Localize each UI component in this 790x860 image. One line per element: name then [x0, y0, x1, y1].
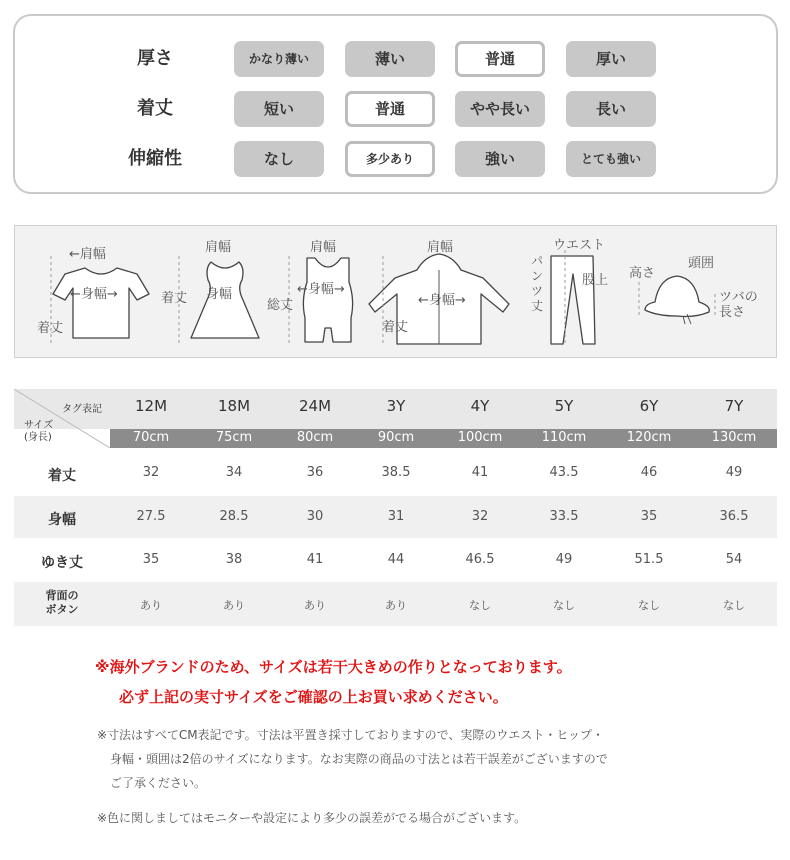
label-pants-rise: 股上 [582, 273, 609, 288]
label-shirt-body: ←身幅→ [70, 287, 118, 302]
height-header: 110cm [541, 430, 587, 445]
table-cell: 38.5 [381, 465, 411, 480]
chip-option-selected: 多少あり [345, 141, 435, 177]
table-cell: 35 [142, 552, 160, 567]
label-shirt-shoulder: ←肩幅 [69, 247, 106, 262]
table-cell: 36.5 [719, 509, 749, 524]
chip-option: 短い [234, 91, 324, 127]
label-hat-height: 高さ [629, 266, 656, 281]
row-label: 着丈 [48, 468, 76, 484]
height-header: 130cm [711, 430, 757, 445]
hat-icon [645, 276, 709, 317]
table-cell: 34 [225, 465, 243, 480]
table-cell: あり [140, 599, 162, 612]
corner-size-line1: サイズ [24, 420, 54, 431]
size-header: 4Y [470, 397, 490, 415]
height-header: 70cm [132, 430, 170, 445]
measurement-note-line2: 身幅・頭囲は2倍のサイズになります。なお実際の商品の寸法とは若干誤差がございますので [110, 752, 608, 766]
table-cell: 46 [640, 465, 658, 480]
size-header: 12M [134, 397, 168, 415]
label-romper-total: 総丈 [267, 298, 294, 313]
row-label-line2: ボタン [45, 603, 79, 616]
table-cell: あり [385, 599, 407, 612]
table-cell: 44 [387, 552, 405, 567]
table-cell: なし [553, 599, 575, 612]
table-cell: なし [469, 599, 491, 612]
measurement-note-line1: ※寸法はすべてCM表記です。寸法は平置き採寸しておりますので、実際のウエスト・ヒップ・ [97, 728, 604, 742]
row-label-line1: 背面の [45, 589, 79, 602]
chip-option: 強い [455, 141, 545, 177]
table-cell: 49 [725, 465, 743, 480]
size-header: 24M [298, 397, 332, 415]
table-cell: 43.5 [549, 465, 579, 480]
label-dress-length: 着丈 [161, 291, 188, 306]
table-cell: 38 [225, 552, 243, 567]
label-romper-shoulder: 肩幅 [310, 240, 337, 255]
row-label: ゆき丈 [41, 555, 83, 571]
chip-option: なし [234, 141, 324, 177]
table-cell: あり [223, 599, 245, 612]
size-header: 5Y [554, 397, 574, 415]
table-cell: 27.5 [136, 509, 166, 524]
size-warning-line2: 必ず上記の実寸サイズをご確認の上お買い求めください。 [119, 688, 508, 706]
table-cell: 33.5 [549, 509, 579, 524]
table-row [14, 582, 777, 626]
attr-row-stretch [15, 139, 776, 179]
table-cell: 46.5 [465, 552, 495, 567]
height-header: 90cm [377, 430, 415, 445]
table-row [14, 496, 777, 538]
color-note: ※色に関しましてはモニターや設定により多少の誤差がでる場合がございます。 [97, 811, 527, 825]
label-hat-brim: ツバの長さ [719, 290, 758, 320]
label-romper-body: ←身幅→ [297, 282, 345, 297]
label-hoodie-body: ←身幅→ [418, 293, 466, 308]
table-cell: 54 [725, 552, 743, 567]
label-hoodie-shoulder: 肩幅 [427, 240, 454, 255]
table-row [14, 452, 777, 494]
corner-size-label [24, 420, 53, 444]
attribute-panel [13, 14, 778, 194]
table-cell: 51.5 [634, 552, 664, 567]
label-dress-body: 身幅 [206, 287, 233, 302]
romper-icon [303, 258, 352, 342]
table-cell: あり [304, 599, 326, 612]
attr-label: 着丈 [137, 98, 173, 119]
table-cell: 36 [306, 465, 324, 480]
label-hat-head: 頭囲 [688, 256, 715, 271]
corner-size-line2: (身長) [24, 432, 52, 443]
row-label [14, 589, 110, 617]
chip-option-selected: 普通 [455, 41, 545, 77]
size-header: 18M [217, 397, 251, 415]
corner-tag-label: タグ表記 [62, 404, 102, 415]
height-header: 75cm [215, 430, 253, 445]
attr-row-thickness [15, 39, 776, 79]
chip-option: かなり薄い [234, 41, 324, 77]
table-cell: 30 [306, 509, 324, 524]
height-header: 80cm [296, 430, 334, 445]
label-dress-shoulder: 肩幅 [205, 240, 232, 255]
chip-option: とても強い [566, 141, 656, 177]
measurement-diagram [14, 225, 777, 358]
table-cell: 41 [306, 552, 324, 567]
label-hoodie-length: 着丈 [382, 320, 409, 335]
size-warning-line1: ※海外ブランドのため、サイズは若干大きめの作りとなっております。 [95, 658, 572, 676]
height-header: 100cm [457, 430, 503, 445]
table-cell: 41 [471, 465, 489, 480]
label-shirt-length: 着丈 [37, 321, 64, 336]
chip-option: 長い [566, 91, 656, 127]
table-cell: なし [638, 599, 660, 612]
table-cell: なし [723, 599, 745, 612]
label-pants-waist: ウエスト [553, 238, 606, 253]
table-cell: 35 [640, 509, 658, 524]
table-cell: 32 [471, 509, 489, 524]
chip-option: 厚い [566, 41, 656, 77]
height-header: 120cm [626, 430, 672, 445]
tshirt-icon [53, 268, 149, 338]
chip-option: 薄い [345, 41, 435, 77]
table-row [14, 539, 777, 581]
table-cell: 31 [387, 509, 405, 524]
table-cell: 32 [142, 465, 160, 480]
measurement-note-line3: ご了承ください。 [110, 776, 207, 790]
size-header: 6Y [639, 397, 659, 415]
attr-label: 厚さ [137, 48, 173, 69]
attr-label: 伸縮性 [128, 148, 182, 169]
table-cell: 49 [555, 552, 573, 567]
table-cell: 28.5 [219, 509, 249, 524]
label-pants-length: パンツ丈 [531, 254, 544, 313]
chip-option-selected: 普通 [345, 91, 435, 127]
chip-option: やや長い [455, 91, 545, 127]
size-header: 3Y [386, 397, 406, 415]
garment-illustrations [15, 226, 778, 359]
attr-row-length [15, 89, 776, 129]
size-header: 7Y [724, 397, 744, 415]
row-label: 身幅 [48, 512, 76, 528]
